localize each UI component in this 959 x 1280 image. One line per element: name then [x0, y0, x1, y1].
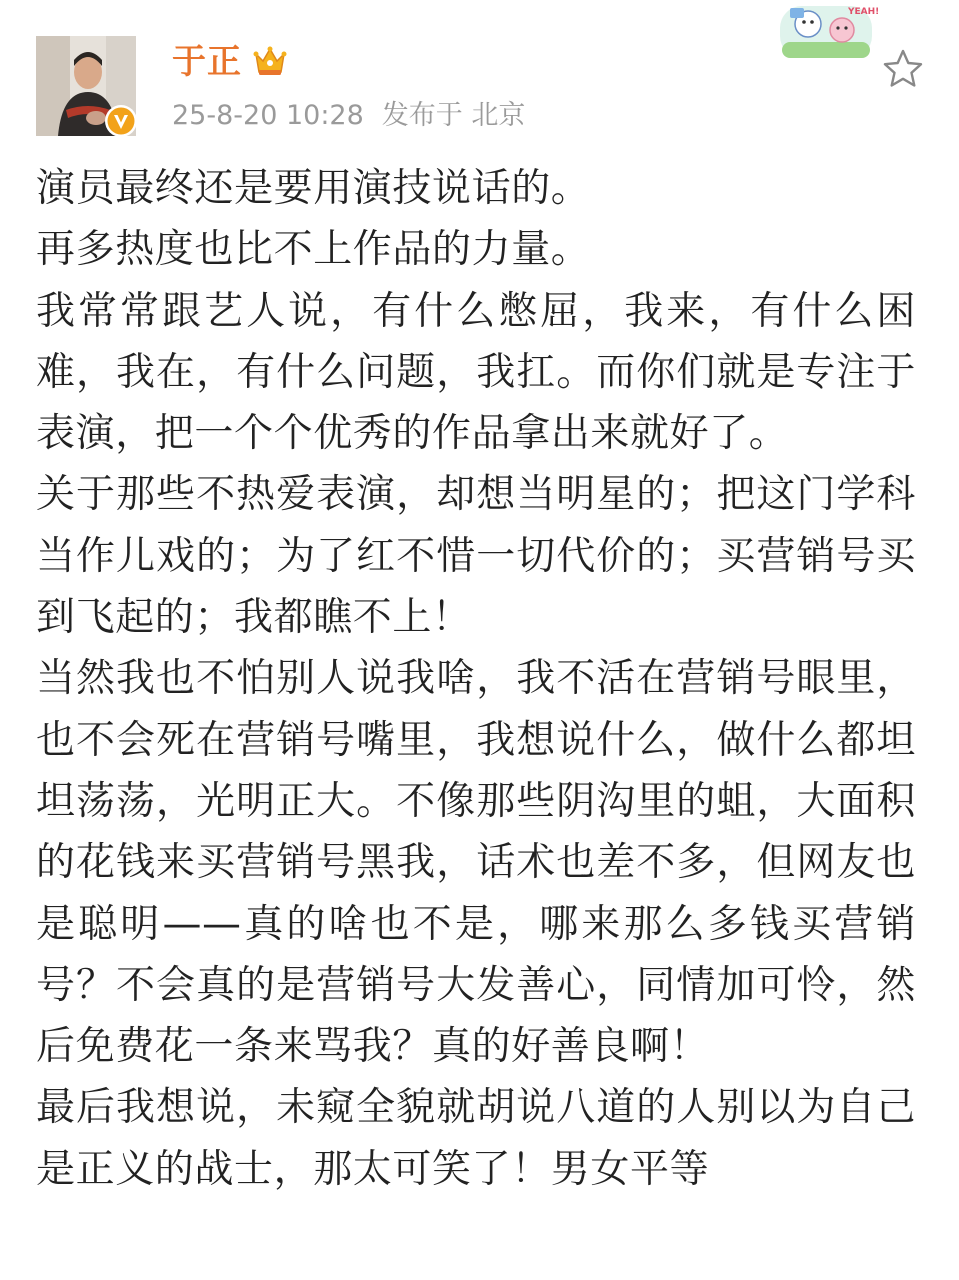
author-avatar[interactable] — [36, 36, 140, 140]
favorite-star-button[interactable] — [880, 46, 926, 92]
post-paragraph: 演员最终还是要用演技说话的。 — [36, 166, 591, 211]
post-body — [36, 158, 916, 1200]
post-location: 发布于 北京 — [381, 100, 526, 131]
post-paragraph: 关于那些不热爱表演，却想当明星的；把这门学科当作儿戏的；为了红不惜一切代价的；买营销号买到飞起的；我都瞧不上！ — [36, 472, 916, 641]
post-meta — [172, 96, 543, 136]
verified-v-icon — [104, 104, 138, 138]
post-paragraph: 再多热度也比不上作品的力量。 — [36, 227, 591, 273]
post-paragraph: 当然我也不怕别人说我啥，我不活在营销号眼里，也不会死在营销号嘴里，我想说什么，做什么都坦坦荡荡，光明正大。不像那些阴沟里的蛆，大面积的花钱来买营销号黑我，话术也差不多，但网友也是聪明——真的啥也不是，哪来那么多钱买营销号？不会真的是营销号大发善心，同情加可怜，然后免费花一条来骂我？真的好善良啊！ — [36, 656, 916, 1070]
decorative-sticker — [778, 0, 880, 62]
sticker-text: YEAH! — [848, 7, 880, 17]
post-paragraph: 我常常跟艺人说，有什么憋屈，我来，有什么困难，我在，有什么问题，我扛。而你们就是专注于表演，把一个个优秀的作品拿出来就好了。 — [36, 288, 916, 457]
post-timestamp: 25-8-20 10:28 — [172, 100, 364, 131]
post-paragraph: 最后我想说，未窥全貌就胡说八道的人别以为自己是正义的战士，那太可笑了！男女平等 — [36, 1085, 916, 1192]
post-header — [0, 0, 959, 150]
crown-icon — [252, 44, 288, 78]
author-name[interactable]: 于正 — [172, 42, 242, 82]
